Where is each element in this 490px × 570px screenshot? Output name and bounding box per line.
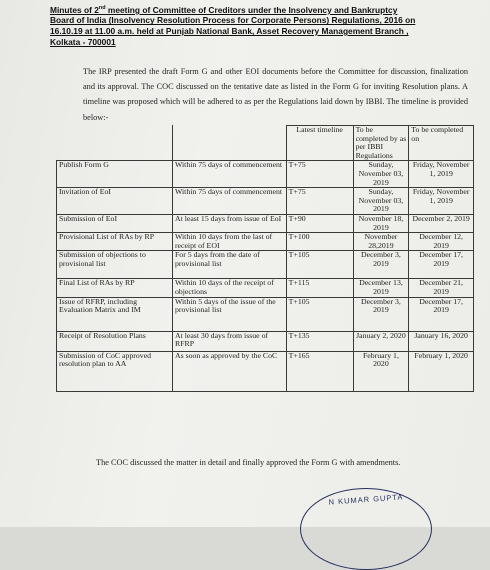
ibbi-deadline-cell: Sunday, November 03, 2019 <box>353 161 409 188</box>
ibbi-deadline-cell: December 3, 2019 <box>353 251 409 279</box>
task-cell: Receipt of Resolution Plans <box>57 331 173 351</box>
latest-timeline-cell: T+105 <box>286 297 353 331</box>
ibbi-deadline-cell: November 28,2019 <box>353 233 409 251</box>
timeline-row <box>57 214 474 232</box>
latest-timeline-cell: T+100 <box>286 233 353 251</box>
task-cell: Submission of EoI <box>57 214 173 232</box>
window-cell: Within 5 days of the issue of the provisional list <box>172 297 286 331</box>
completed-on-cell: January 16, 2020 <box>409 331 474 351</box>
task-cell: Publish Form G <box>57 161 173 188</box>
heading-line-1-start: Minutes of 2 <box>50 4 99 15</box>
latest-timeline-cell: T+105 <box>286 251 353 279</box>
latest-timeline-cell: T+75 <box>286 188 353 215</box>
completed-on-cell: December 21, 2019 <box>409 279 474 297</box>
minutes-heading <box>50 3 480 47</box>
latest-timeline-cell: T+90 <box>286 214 353 232</box>
window-cell: As soon as approved by the CoC <box>172 351 286 391</box>
latest-timeline-cell: T+115 <box>286 279 353 297</box>
heading-line-1 <box>50 3 480 15</box>
window-cell: At least 30 days from issue of RFRP <box>172 331 286 351</box>
task-cell: Final List of RAs by RP <box>57 279 173 297</box>
heading-line-4: Kolkata - 700001 <box>50 36 116 47</box>
completed-on-cell: December 12, 2019 <box>409 233 474 251</box>
completed-on-cell: December 2, 2019 <box>409 214 474 232</box>
timeline-row <box>57 331 474 351</box>
timeline-row <box>57 161 474 188</box>
ibbi-deadline-cell: November 18, 2019 <box>353 214 409 232</box>
timeline-row <box>57 233 474 251</box>
heading-line-3: 16.10.19 at 11.00 a.m. held at Punjab National Bank, Asset Recovery Management Branch , <box>50 25 409 36</box>
heading-line-2: Board of India (Insolvency Resolution Process for Corporate Persons) Regulations, 2016 on <box>50 15 416 26</box>
window-cell: Within 75 days of commencement <box>172 188 286 215</box>
heading-line-1-end: meeting of Committee of Creditors under the Insolvency and Bankruptcy <box>105 4 398 15</box>
window-cell: Within 10 days from the last of receipt of EOI <box>172 233 286 251</box>
header-completed-on: To be completed on <box>409 126 474 161</box>
official-seal <box>300 488 432 570</box>
seal-text: N KUMAR GUPTA <box>328 492 404 507</box>
timeline-row <box>57 297 474 331</box>
completed-on-cell: December 17, 2019 <box>409 251 474 279</box>
latest-timeline-cell: T+75 <box>286 161 353 188</box>
ibbi-deadline-cell: January 2, 2020 <box>353 331 409 351</box>
timeline-row <box>57 351 474 391</box>
timeline-row <box>57 188 474 215</box>
timeline-row <box>57 251 474 279</box>
timeline-body <box>57 161 474 391</box>
latest-timeline-cell: T+165 <box>286 351 353 391</box>
header-ibbi-deadline: To be completed by as per IBBI Regulations <box>353 126 409 161</box>
completed-on-cell: Friday, November 1, 2019 <box>409 161 474 188</box>
timeline-header-row <box>57 126 474 161</box>
heading-ordinal-superscript: nd <box>98 5 106 11</box>
window-cell: Within 75 days of commencement <box>172 161 286 188</box>
task-cell: Submission of CoC approved resolution plan to AA <box>57 351 173 391</box>
task-cell: Submission of objections to provisional list <box>57 251 173 279</box>
header-window <box>172 126 286 161</box>
completed-on-cell: February 1, 2020 <box>409 351 474 391</box>
header-task <box>57 126 173 161</box>
window-cell: Within 10 days of the receipt of objections <box>172 279 286 297</box>
header-latest-timeline: Latest timeline <box>286 126 353 161</box>
task-cell: Issue of RFRP, including Evaluation Matrix and IM <box>57 297 173 331</box>
latest-timeline-cell: T+135 <box>286 331 353 351</box>
completed-on-cell: December 17, 2019 <box>409 297 474 331</box>
intro-paragraph: The IRP presented the draft Form G and other EOI documents before the Committee for discussion, finalization and its approval. The COC discussed on the tentative date as listed in the Form G for inviting Resolution plans. A timeline was proposed which will be adhered to as per the Regulations laid down by IBBI. The timeline is provided below:- <box>83 67 468 122</box>
ibbi-deadline-cell: Sunday, November 03, 2019 <box>353 188 409 215</box>
task-cell: Invitation of EoI <box>57 188 173 215</box>
completed-on-cell: Friday, November 1, 2019 <box>409 188 474 215</box>
timeline-table <box>56 125 474 392</box>
ibbi-deadline-cell: December 13, 2019 <box>353 279 409 297</box>
ibbi-deadline-cell: December 3, 2019 <box>353 297 409 331</box>
window-cell: At least 15 days from issue of EoI <box>172 214 286 232</box>
closing-statement: The COC discussed the matter in detail and finally approved the Form G with amendments. <box>96 458 401 467</box>
timeline-row <box>57 279 474 297</box>
ibbi-deadline-cell: February 1, 2020 <box>353 351 409 391</box>
task-cell: Provisional List of RAs by RP <box>57 233 173 251</box>
window-cell: For 5 days from the date of provisional list <box>172 251 286 279</box>
